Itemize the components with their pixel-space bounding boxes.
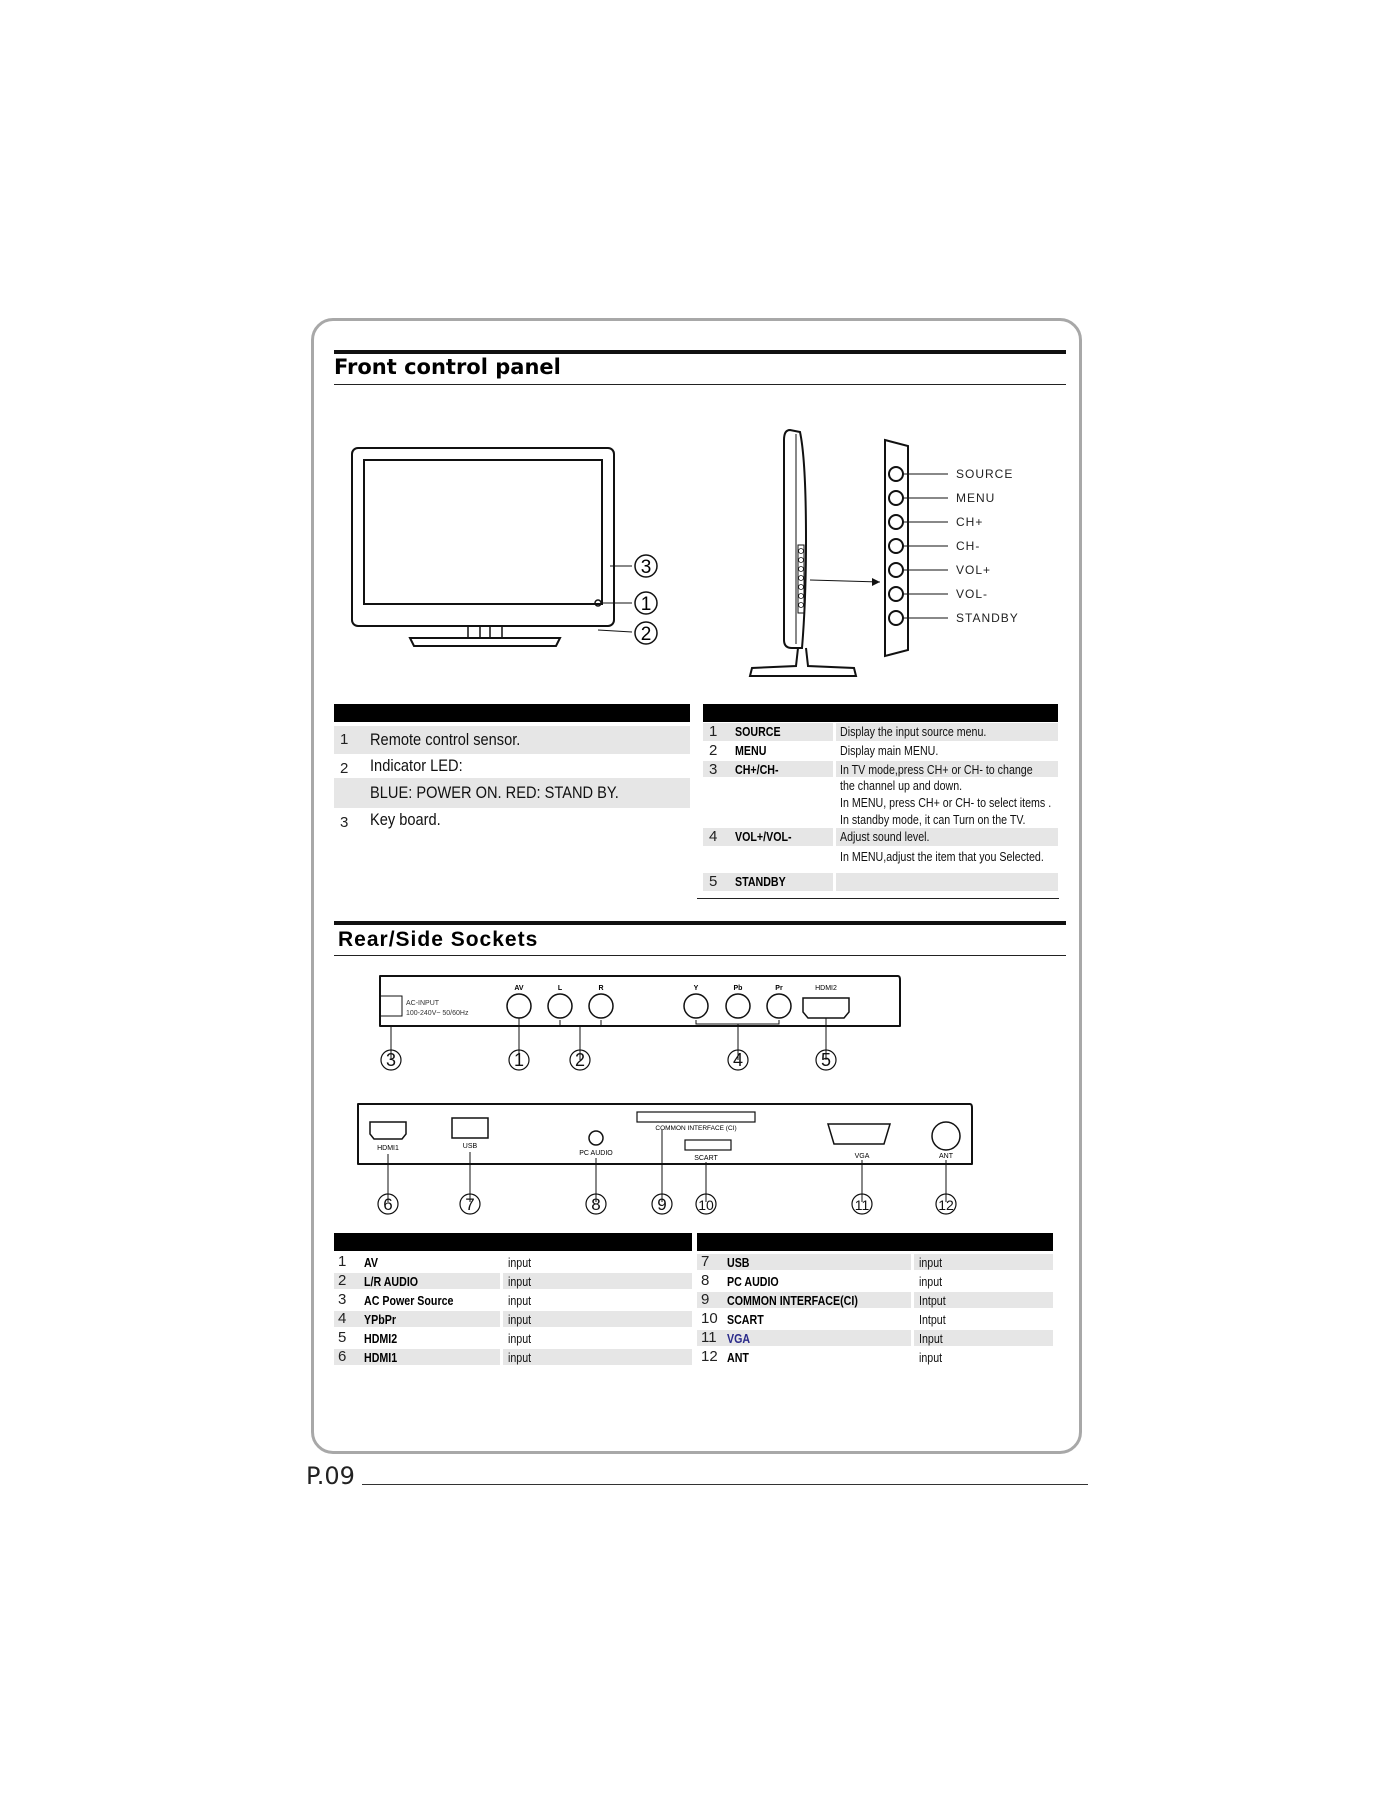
pc-audio-socket [589, 1131, 603, 1145]
row-num: 1 [338, 1253, 347, 1270]
front-table-end-rule [697, 898, 1059, 899]
pr-socket [767, 994, 791, 1018]
table-row [697, 1310, 1053, 1328]
table-row [334, 1253, 692, 1271]
callout-3-label: 3 [640, 557, 652, 578]
row-name: VGA [727, 1331, 751, 1346]
table-row [334, 1291, 692, 1309]
row-name: PC AUDIO [727, 1274, 779, 1289]
page-number: P.09 [306, 1462, 355, 1490]
table-row [703, 828, 1058, 872]
row-num: 11 [701, 1329, 717, 1346]
side-btn-ch-down: CH- [956, 539, 981, 553]
row-desc: In MENU,adjust the item that you Selected. [840, 849, 1044, 864]
row-name: HDMI2 [364, 1331, 398, 1346]
pb-label: Pb [733, 985, 743, 992]
row-desc: Display the input source menu. [840, 724, 987, 739]
rear-callout-4: 4 [732, 1050, 744, 1070]
pc-audio-label: PC AUDIO [579, 1150, 613, 1157]
vga-socket [828, 1124, 890, 1144]
hdmi1-label: HDMI1 [377, 1145, 399, 1152]
row-name: STANDBY [735, 874, 786, 889]
row-text: Remote control sensor. [370, 730, 521, 749]
row-type: input [508, 1331, 532, 1346]
row-type: Intput [919, 1293, 946, 1308]
table-row [334, 754, 690, 780]
rear-callout-10: 10 [698, 1197, 714, 1213]
row-desc: In MENU, press CH+ or CH- to select items . [840, 795, 1052, 810]
row-name: AV [364, 1255, 379, 1270]
side-btn-menu: MENU [956, 491, 996, 505]
row-num: 4 [709, 828, 718, 845]
ant-socket [932, 1122, 960, 1150]
table-row [334, 1329, 692, 1347]
row-name: SCART [727, 1312, 764, 1327]
row-num: 2 [340, 760, 349, 777]
row-num: 9 [701, 1291, 710, 1308]
hdmi2-label: HDMI2 [815, 985, 837, 992]
row-name: SOURCE [735, 724, 781, 739]
hdmi2-socket [803, 998, 849, 1018]
front-left-table-header [334, 704, 690, 722]
row-desc: the channel up and down. [840, 778, 963, 793]
table-row [334, 726, 690, 754]
side-btn-vol-down: VOL- [956, 587, 989, 601]
tv-front-illustration [340, 440, 680, 660]
row-type: input [508, 1274, 532, 1289]
scart-socket [685, 1140, 731, 1150]
rear-callout-6: 6 [383, 1195, 393, 1214]
tv-side-illustration [740, 420, 1040, 680]
row-name: YPbPr [364, 1312, 396, 1327]
row-num: 7 [701, 1253, 710, 1270]
av-socket [507, 994, 531, 1018]
row-desc: In standby mode, it can Turn on the TV. [840, 812, 1026, 827]
side-btn-ch-up: CH+ [956, 515, 984, 529]
row-type: input [919, 1350, 943, 1365]
table-row [703, 873, 1058, 891]
rear-callout-11: 11 [854, 1197, 870, 1213]
ac-input-spec: 100-240V~ 50/60Hz [406, 1010, 469, 1017]
l-label: L [557, 985, 563, 992]
row-num: 6 [338, 1348, 347, 1365]
row-name: HDMI1 [364, 1350, 398, 1365]
rear-callout-3: 3 [385, 1050, 397, 1070]
row-name: ANT [727, 1350, 749, 1365]
row-name: USB [727, 1255, 750, 1270]
table-row [697, 1253, 1053, 1271]
table-row [334, 1310, 692, 1328]
table-row [703, 761, 1058, 829]
row-num: 2 [709, 742, 718, 759]
usb-socket [452, 1118, 488, 1138]
front-top-rule [334, 350, 1066, 354]
l-socket [548, 994, 572, 1018]
side-btn-standby: STANDBY [956, 611, 1019, 625]
callout-1-label: 1 [640, 594, 652, 615]
row-type: input [508, 1350, 532, 1365]
table-row [334, 808, 690, 834]
row-num: 12 [701, 1348, 718, 1365]
usb-label: USB [462, 1143, 478, 1150]
rear-callout-5: 5 [820, 1050, 832, 1070]
row-type: input [508, 1255, 532, 1270]
vga-label: VGA [854, 1153, 870, 1160]
r-label: R [598, 985, 604, 992]
row-text: Indicator LED: [370, 756, 463, 775]
row-name: AC Power Source [364, 1293, 454, 1308]
table-row [697, 1348, 1053, 1366]
row-name: VOL+/VOL- [735, 829, 792, 844]
callout-2-label: 2 [640, 624, 652, 645]
row-num: 8 [701, 1272, 710, 1289]
table-row [334, 778, 690, 808]
row-num: 3 [338, 1291, 347, 1308]
front-right-table-header [703, 704, 1058, 722]
row-type: Input [919, 1331, 943, 1346]
pr-label: Pr [775, 985, 783, 992]
row-desc: In TV mode,press CH+ or CH- to change [840, 762, 1033, 777]
front-bottom-rule [334, 384, 1066, 385]
y-socket [684, 994, 708, 1018]
table-row [334, 1348, 692, 1366]
rear-callout-2: 2 [574, 1050, 586, 1070]
rear-callout-7: 7 [465, 1195, 475, 1214]
row-type: input [508, 1293, 532, 1308]
rear-bottom-rule [334, 955, 1066, 956]
ci-label: COMMON INTERFACE (CI) [655, 1125, 737, 1132]
row-type: input [919, 1274, 943, 1289]
av-label: AV [514, 985, 524, 992]
side-btn-vol-up: VOL+ [956, 563, 992, 577]
ant-label: ANT [939, 1153, 953, 1160]
rear-callout-9: 9 [657, 1195, 667, 1214]
row-name: COMMON INTERFACE(CI) [727, 1293, 858, 1308]
rear-top-rule [334, 921, 1066, 925]
row-num: 4 [338, 1310, 347, 1327]
y-label: Y [693, 985, 699, 992]
rear-callout-1: 1 [513, 1050, 525, 1070]
row-type: input [919, 1255, 943, 1270]
row-text: Key board. [370, 810, 441, 829]
row-num: 3 [709, 761, 718, 778]
row-desc: Adjust sound level. [840, 829, 930, 844]
row-name: MENU [735, 743, 767, 758]
hdmi1-socket [370, 1122, 406, 1139]
row-num: 5 [338, 1329, 347, 1346]
table-row [697, 1329, 1053, 1347]
row-name: L/R AUDIO [364, 1274, 419, 1289]
row-num: 5 [709, 873, 718, 890]
row-desc: Display main MENU. [840, 743, 939, 758]
rear-callout-8: 8 [591, 1195, 601, 1214]
table-row [703, 742, 1058, 760]
row-name: CH+/CH- [735, 762, 779, 777]
ac-input-label: AC-INPUT [406, 1000, 440, 1007]
row-num: 1 [340, 731, 349, 748]
rear-top-panel [370, 968, 910, 1078]
row-type: Intput [919, 1312, 946, 1327]
front-section-title: Front control panel [334, 355, 561, 379]
row-type: input [508, 1312, 532, 1327]
row-text: BLUE: POWER ON. RED: STAND BY. [370, 783, 619, 802]
table-row [703, 723, 1058, 741]
table-row [697, 1272, 1053, 1290]
rear-callout-12: 12 [938, 1197, 954, 1213]
rear-section-title: Rear/Side Sockets [338, 928, 539, 951]
table-row [334, 1272, 692, 1290]
footer-rule [362, 1484, 1088, 1485]
row-num: 1 [709, 723, 718, 740]
row-num: 10 [701, 1310, 718, 1327]
scart-label: SCART [694, 1155, 718, 1162]
pb-socket [726, 994, 750, 1018]
rear-left-table-header [334, 1233, 692, 1251]
row-num: 2 [338, 1272, 347, 1289]
side-btn-source: SOURCE [956, 467, 1014, 481]
row-num: 3 [340, 814, 349, 831]
table-row [697, 1291, 1053, 1309]
rear-right-table-header [697, 1233, 1053, 1251]
r-socket [589, 994, 613, 1018]
ci-slot [637, 1112, 755, 1122]
rear-bottom-panel [350, 1096, 980, 1216]
